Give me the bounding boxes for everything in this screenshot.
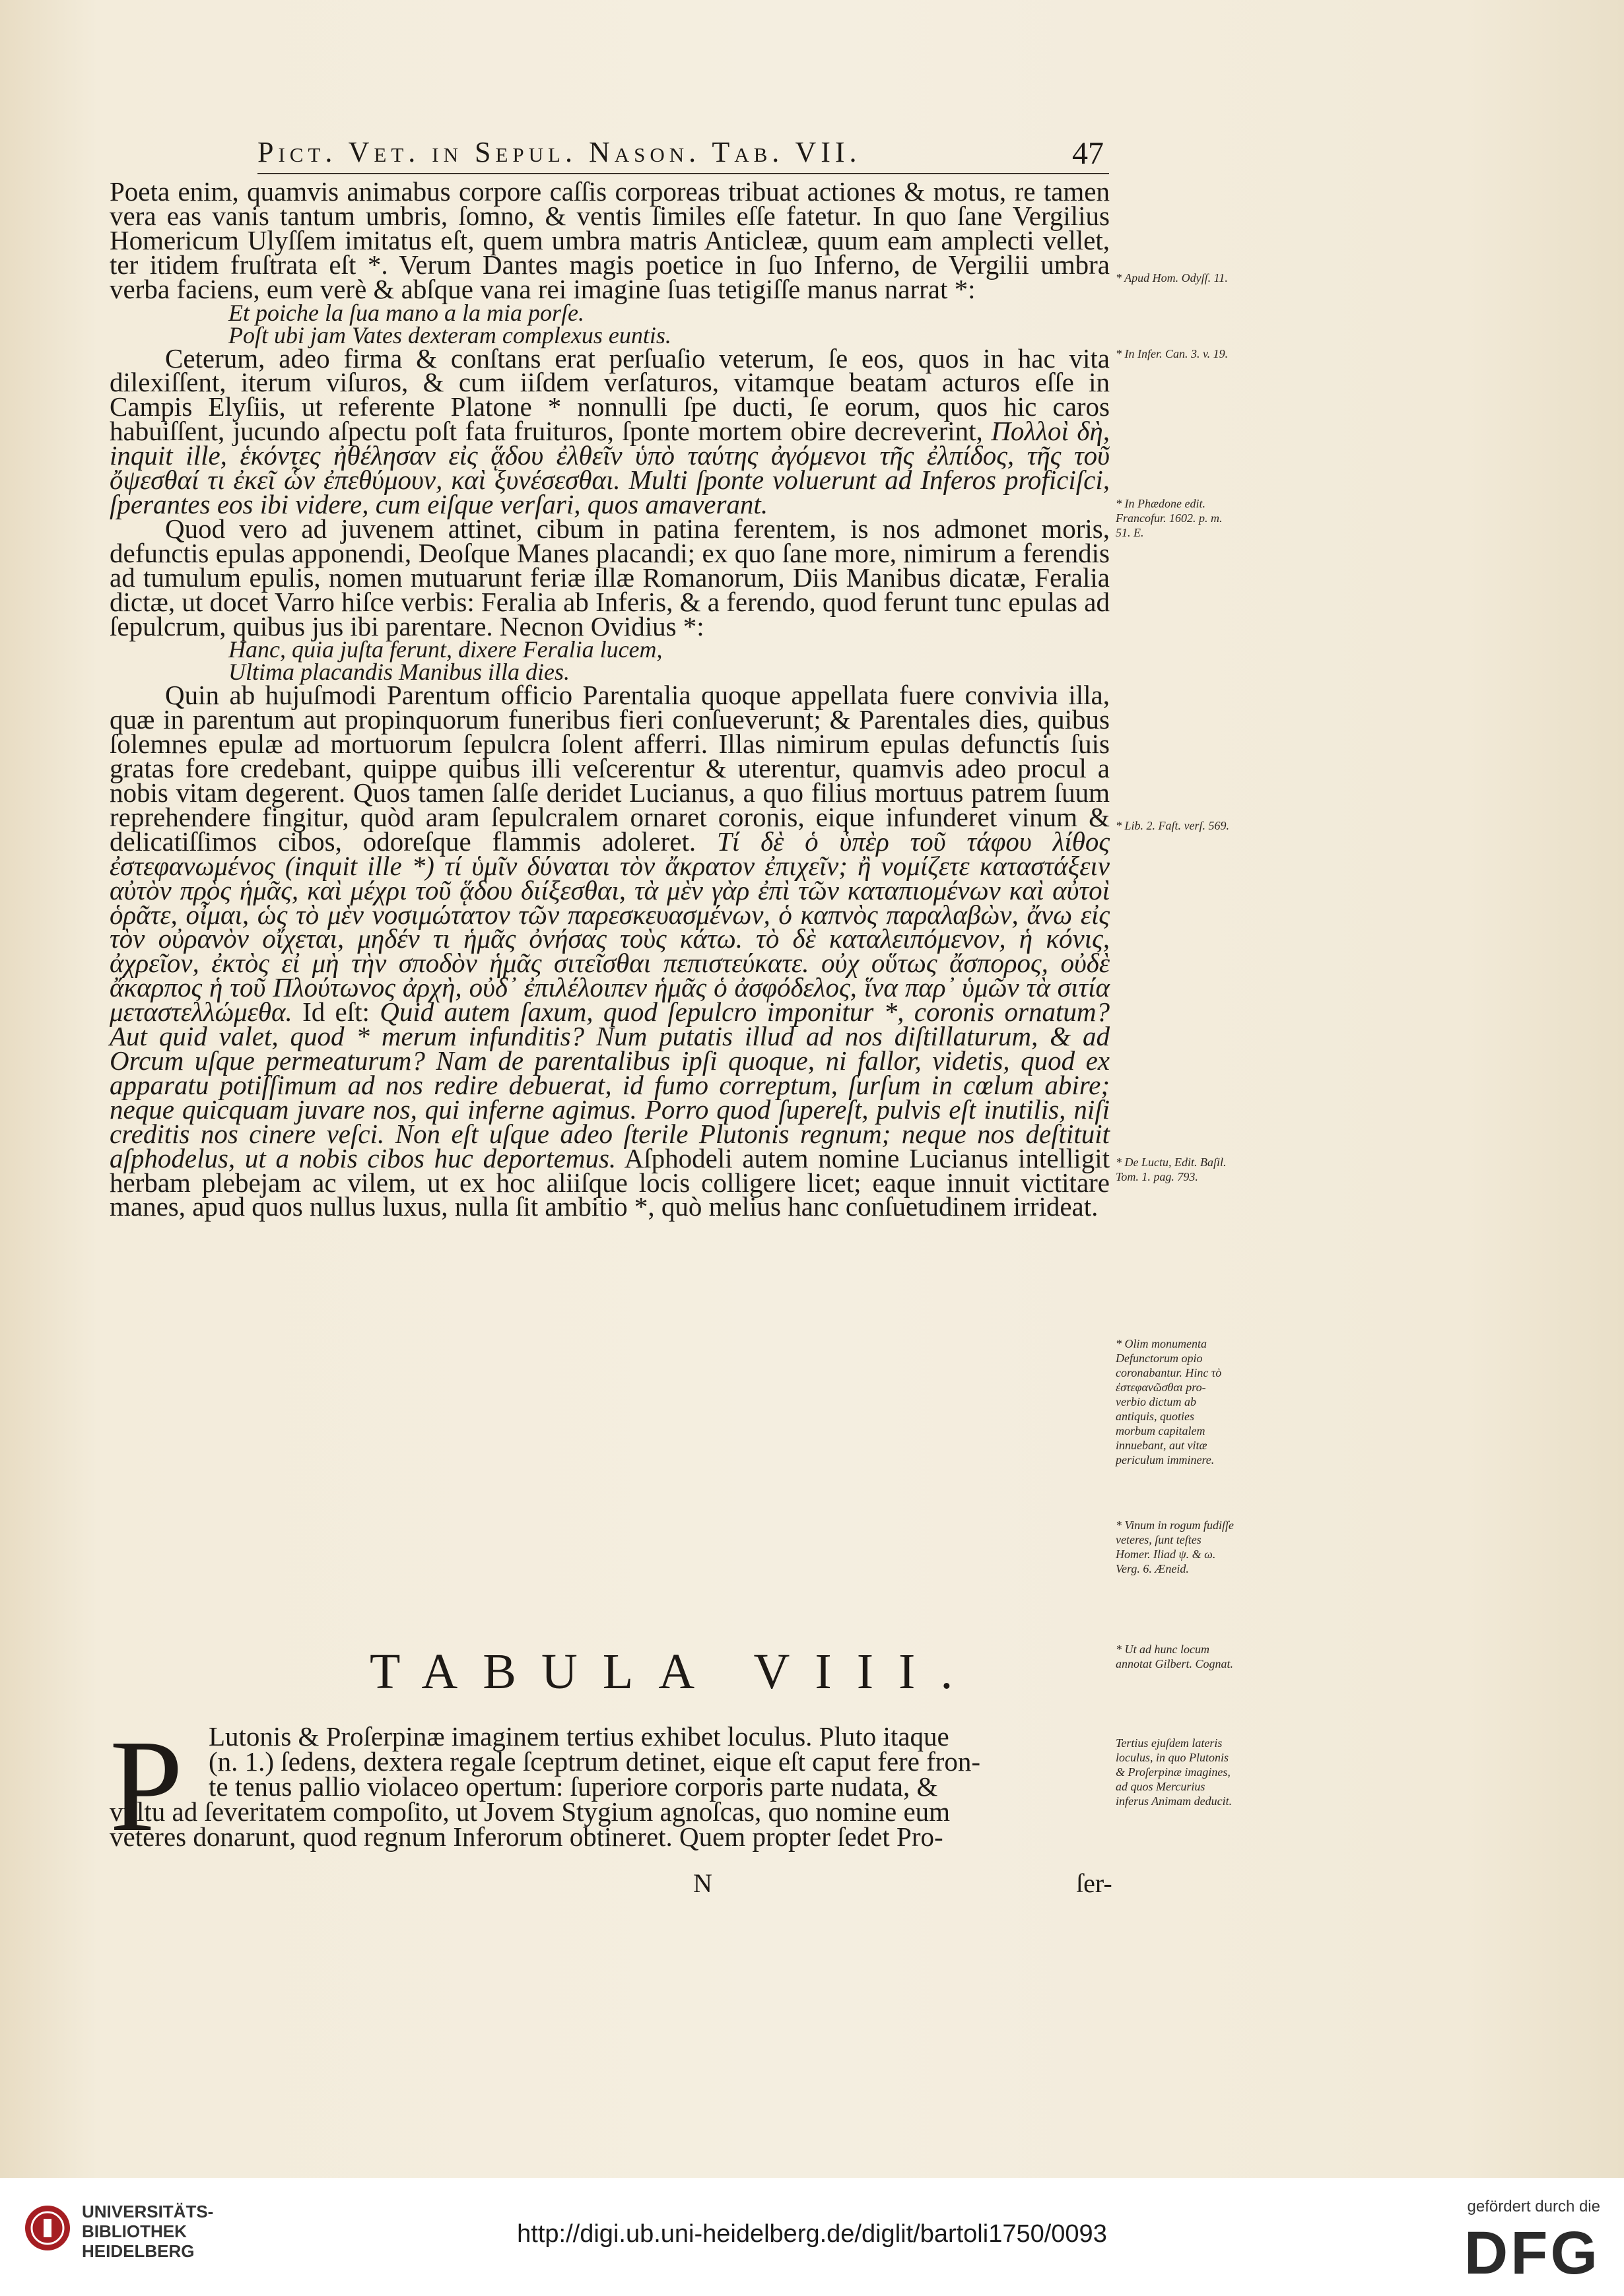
page-number: 47: [1072, 136, 1104, 171]
catchword: ſer-: [1076, 1868, 1112, 1898]
drop-capital: P: [110, 1713, 184, 1859]
paragraph-2-translation: Multi ſponte voluerunt ad Inferos proficiſci, ſperantes eos ibi videre, cum eiſque verſari, quos amaverant.: [110, 465, 1110, 519]
paragraph-4: [110, 680, 1110, 1222]
paragraph-4-end: Aſphodeli autem nomine Lucianus intelligit herbam plebejam ac vilem, ut ex hoc aliiſque locis colligere licet; eaque innuit victitare manes, apud quos nullus luxus, nulla ſit ambitio *, quò melius hanc conſuetudinem irrideat.: [110, 1142, 1110, 1222]
section-line-4: vultu ad ſeveritatem compoſito, ut Jovem Stygium agnoſcas, quo nomine eum: [110, 1796, 951, 1827]
header-rule: [257, 173, 1109, 174]
paragraph-2: [110, 343, 1110, 519]
section-title: TABULA VIII.: [370, 1644, 978, 1699]
section-line-3: te tenus pallio violaceo opertum: ſuperiore corporis parte nudata, &: [209, 1771, 938, 1802]
verse-ovid-1: Hanc, quia juſta ferunt, dixere Feralia lucem,: [228, 636, 663, 663]
verse-latin: Poſt ubi jam Vates dexteram complexus euntis.: [228, 321, 671, 348]
running-title: Pict. Vet. in Sepul. Nason. Tab. VII.: [257, 136, 862, 168]
margin-note-1: * Apud Hom. Odyſſ. 11.: [1116, 271, 1228, 284]
viewer-footer: [0, 2178, 1624, 2296]
paragraph-2-greek: Πολλοὶ δὴ, inquit ille, ἑκόντες ἠθέλησαν εἰς ᾅδου ἐλθεῖν ὑπὸ ταύτης ἀγόμενοι τῆς ἐλπίδος, τῆς τοῦ ὄψεσθαί τι ἐκεῖ ὧν ἐπεθύμουν, καὶ ξυνέσεσθαι.: [110, 416, 1110, 496]
funding-label: gefördert durch die: [1467, 2198, 1600, 2215]
section-line-5: veteres donarunt, quod regnum Inferorum obtineret. Quem propter ſedet Pro-: [110, 1821, 943, 1852]
margin-note-5: * De Luctu, Edit. Baſil. Tom. 1. pag. 793.: [1116, 1156, 1227, 1183]
paragraph-3: Quod vero ad juvenem attinet, cibum in patina ferentem, is nos admonet moris, defunctis epulas apponendi, Deoſque Manes placandi; ex quo ſane more, nimirum a ferendis ad tumulum epulis, nomen mutuarunt feriæ illæ Romanorum, Diis Manibus dicatæ, Feralia dictæ, ut docet Varro hiſce verbis: Feralia ab Inferis, & a ferendo, quod ferunt tunc epulas ad ſepulcrum, quibus jus ibi parentare. Necnon Ovidius *:: [110, 513, 1110, 641]
margin-note-9: Tertius ejuſdem lateris loculus, in quo Plutonis & Proſerpinæ imagines, ad quos Mercurius inferus Animam deducit.: [1116, 1736, 1233, 1808]
main-text: [110, 176, 1110, 1222]
library-line-3: HEIDELBERG: [82, 2241, 195, 2261]
margin-note-6: * Olim monumenta Defunctorum opio coronabantur. Hinc τὸ ἐστεφανῶσθαι pro- verbio dictum ab antiquis, quoties morbum capitalem innuebant, aut vitæ periculum imminere.: [1116, 1337, 1222, 1466]
library-line-2: BIBLIOTHEK: [82, 2221, 187, 2241]
section-line-2: (n. 1.) ſedens, dextera regale ſceptrum detinet, eique eſt caput fere fron-: [209, 1746, 981, 1777]
signature-mark: N: [693, 1868, 712, 1898]
paragraph-1: Poeta enim, quamvis animabus corpore caſſis corporeas tribuat actiones & motus, re tamen vera eas vanis tantum umbris, ſomno, & ventis ſimiles eſſe fatetur. In quo ſane Vergilius Homericum Ulyſſem imitatus eſt, quem umbra matris Anticleæ, quum eam amplecti vellet, ter itidem fruſtrata eſt *. Verum Dantes magis poetice in ſuo Inferno, de Vergilii umbra verba faciens, eum verè & abſque vana rei imagine ſuas tetigiſſe manus narrat *:: [110, 176, 1110, 304]
margin-note-4: * Lib. 2. Faſt. verſ. 569.: [1116, 819, 1229, 832]
paragraph-4-latin: Quin ab hujuſmodi Parentum officio Parentalia quoque appellata fuere convivia illa, quæ in parentum aut propinquorum funeribus fieri conſueverunt; & Parentales dies, quibus ſolemnes epulæ ad mortuorum ſepulcra ſolent afferri. Illas nimirum epulas defunctis ſuis gratas fore credebant, quippe quibus illi veſcerentur & uterentur, quamvis adeo procul a nobis vitam degerent. Quos tamen ſalſe deridet Lucianus, a quo filius mortuus patrem ſuum reprehendere fingitur, quòd aram ſepulcralem ornaret coronis, eique infunderet vinum & delicatiſſimos cibos, odoreſque flammis adoleret.: [110, 680, 1110, 857]
margin-note-8: * Ut ad hunc locum annotat Gilbert. Cognat.: [1116, 1643, 1234, 1670]
permalink-url[interactable]: http://digi.ub.uni-heidelberg.de/diglit/bartoli1750/0093: [517, 2220, 1107, 2248]
dfg-logo[interactable]: DFG: [1464, 2219, 1600, 2287]
section-text: [110, 1713, 1110, 1859]
paragraph-2-latin: Ceterum, adeo firma & conſtans erat perſuaſio veterum, ſe eos, quos in hac vita dilexiſſent, iterum viſuros, & cum iiſdem verſaturos, vitamque beatam acturos eſſe in Campis Elyſiis, ut referente Platone * nonnulli ſpe ducti, ſe eorum, quos hic caros habuiſſent, jucundo aſpectu poſt fata fruituros, ſponte mortem obire decreverint,: [110, 343, 1110, 447]
library-line-1: UNIVERSITÄTS-: [82, 2202, 214, 2221]
paragraph-4-greek: Τί δὲ ὁ ὑπὲρ τοῦ τάφου λίθος ἐστεφανωμένος (inquit ille *) τί ὑμῖν δύναται τὸν ἄκρατον ἐπιχεῖν; ἢ νομίζετε καταστάξειν αὐτὸν πρὸς ἡμᾶς, καὶ μέχρι τοῦ ᾅδου διίξεσθαι, τὰ μὲν γὰρ ἐπὶ τῶν καταπιομένων καὶ αὐτοὶ ὁρᾶτε, οἶμαι, ὡς τὸ μὲν νοσιμώτατον τῶν παρεσκευασμένων, ὁ καπνὸς παραλαβὼν, ἄνω εἰς τὸν οὐρανὸν οἴχεται, μηδέν τι ἡμᾶς ὀνήσας τοὺς κάτω. τὸ δὲ καταλειπόμενον, ἡ κόνις, ἀχρεῖον, ἐκτὸς εἰ μὴ τὴν σποδὸν ἡμᾶς σιτεῖσθαι πεπιστεύκατε. οὐχ οὕτως ἄσπορος, οὐδὲ ἄκαρπος ἡ τοῦ Πλούτωνος ἀρχὴ, οὐδ᾽ ἐπιλέλοιπεν ἡμᾶς ὁ ἀσφόδελος, ἵνα παρ᾽ ὑμῶν τὰ σιτία μεταστελλώμεθα.: [110, 826, 1110, 1028]
verse-italian: Et poiche la ſua mano a la mia porſe.: [228, 299, 584, 326]
section-line-1: Lutonis & Proſerpinæ imaginem tertius exhibet loculus. Pluto itaque: [209, 1721, 949, 1752]
margin-note-2: * In Infer. Can. 3. v. 19.: [1116, 347, 1229, 360]
margin-note-3: * In Phædone edit. Francofur. 1602. p. m. 51. E.: [1116, 497, 1223, 539]
verse-ovid-2: Ultima placandis Manibus illa dies.: [228, 659, 570, 686]
paragraph-4-translation: Quid autem ſaxum, quod ſepulcro imponitur *, coronis ornatum? Aut quid valet, quod * merum infunditis? Num putatis illud ad nos diſtillaturum, & ad Orcum uſque permeaturum? Nam de parentalibus ipſi quoque, ni fallor, videtis, quod ex apparatu potiſſimum ad nos redire debuerat, id fumo correptum, ſurſum in cœlum abire; neque quicquam juvare nos, qui inferne agimus. Porro quod ſupereſt, pulvis eſt inutilis, niſi creditis nos cinere veſci. Non eſt uſque adeo ſterile Plutonis regnum; neque nos deſtituit aſphodelus, ut a nobis cibos huc deportemus.: [110, 997, 1110, 1173]
margin-note-7: * Vinum in rogum fudiſſe veteres, ſunt teſtes Homer. Iliad ψ. & ω. Verg. 6. Æneid.: [1116, 1519, 1234, 1575]
paragraph-4-id-est: Id eſt:: [302, 997, 370, 1028]
